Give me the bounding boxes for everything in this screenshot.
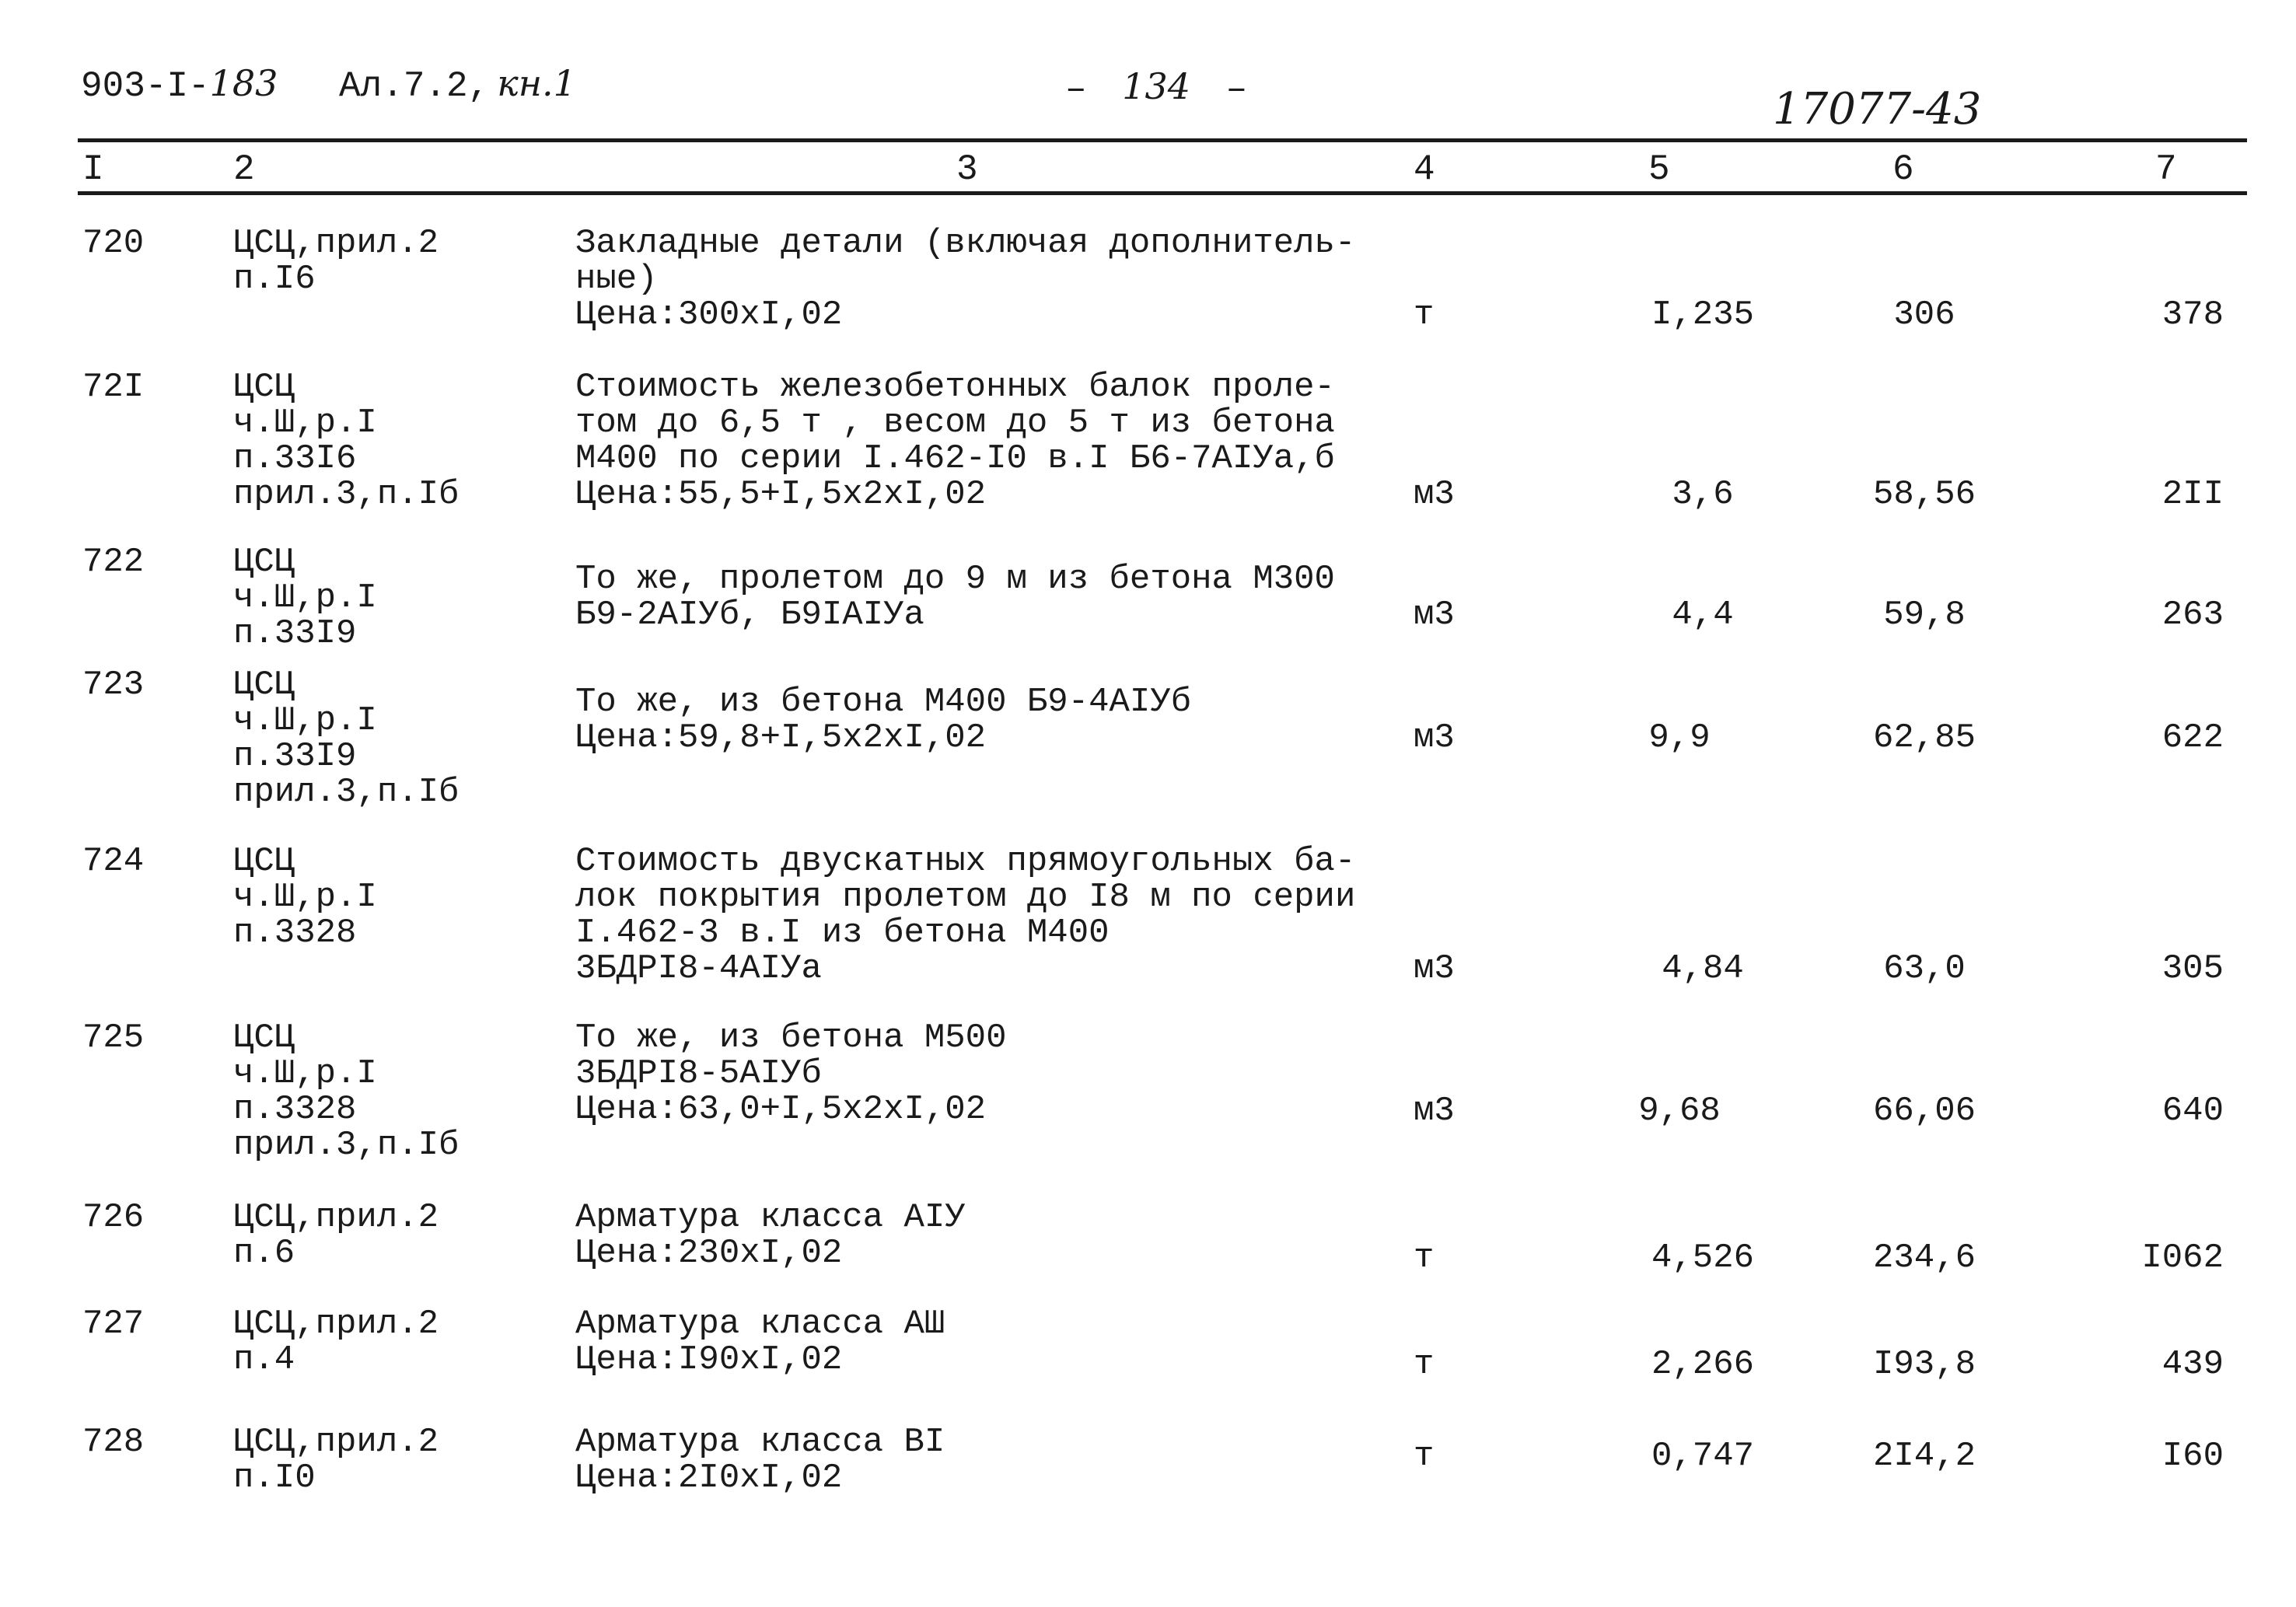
row-source: ЦСЦ,прил.2 п.4 (233, 1305, 439, 1379)
row-unit: м3 (1414, 475, 1455, 514)
row-quantity: 2,266 (1651, 1345, 1755, 1384)
row-unit-price: I93,8 (1872, 1345, 1976, 1384)
row-quantity: 9,9 (1648, 718, 1711, 757)
row-unit: т (1414, 1437, 1435, 1476)
row-unit-price: 306 (1893, 295, 1955, 334)
row-description: Арматура класса АШ Цена:I90хI,02 (575, 1305, 945, 1379)
row-cost: 622 (2161, 718, 2224, 757)
row-source: ЦСЦ ч.Ш,р.I п.3328 прил.3,п.Iб (233, 1018, 460, 1165)
row-unit-price: 63,0 (1883, 949, 1966, 988)
row-quantity: 4,4 (1672, 596, 1734, 634)
row-source: ЦСЦ ч.Ш,р.I п.33I6 прил.3,п.Iб (233, 368, 460, 514)
row-unit: т (1414, 295, 1435, 334)
column-number: I (82, 149, 104, 190)
row-number: 720 (82, 224, 145, 263)
archive-number-handwritten: 17077-43 (1773, 84, 1982, 134)
row-quantity: 4,84 (1662, 949, 1744, 988)
row-source: ЦСЦ,прил.2 п.I6 (233, 224, 439, 299)
row-description: То же, из бетона М500 3БДРI8-5АIУб Цена:63,0+I,5х2хI,02 (575, 1018, 1007, 1129)
row-unit-price: 59,8 (1883, 596, 1966, 634)
column-number: 5 (1648, 149, 1670, 190)
row-description: Закладные детали (включая дополнитель- ные) Цена:300хI,02 (575, 224, 1356, 334)
row-quantity: 4,526 (1651, 1238, 1755, 1277)
row-source: ЦСЦ,прил.2 п.6 (233, 1198, 439, 1273)
column-number: 7 (2155, 149, 2177, 190)
row-quantity: 0,747 (1651, 1437, 1755, 1476)
row-unit-price: 234,6 (1872, 1238, 1976, 1277)
row-source: ЦСЦ,прил.2 п.I0 (233, 1423, 439, 1497)
row-description: Арматура класса АIУ Цена:230хI,02 (575, 1198, 966, 1273)
page-number-handwritten: 134 (1122, 65, 1191, 107)
row-number: 723 (82, 666, 145, 704)
page-number (1065, 65, 1247, 110)
row-cost: 263 (2161, 596, 2224, 634)
row-unit-price: 2I4,2 (1872, 1437, 1976, 1476)
row-number: 722 (82, 543, 145, 582)
album-text: Ал.7.2, (339, 66, 490, 107)
row-description: Стоимость железобетонных балок проле- том до 6,5 т , весом до 5 т из бетона М400 по серии I.462-I0 в.I Б6-7АIУа,б Цена:55,5+I,5х2хI,02 (575, 368, 1335, 514)
row-number: 726 (82, 1198, 145, 1237)
row-number: 725 (82, 1018, 145, 1057)
row-cost: 305 (2161, 949, 2224, 988)
column-number: 2 (233, 149, 255, 190)
header-rule-bottom (78, 191, 2247, 195)
row-quantity: 3,6 (1672, 475, 1734, 514)
row-cost: 640 (2161, 1092, 2224, 1130)
row-source: ЦСЦ ч.Ш,р.I п.33I9 прил.3,п.Iб (233, 666, 460, 812)
header-rule-top (78, 138, 2247, 142)
series-code-text: 903-I- (81, 66, 210, 107)
row-cost: 2II (2161, 475, 2224, 514)
row-number: 727 (82, 1305, 145, 1343)
row-source: ЦСЦ ч.Ш,р.I п.3328 (233, 842, 377, 952)
row-cost: 378 (2161, 295, 2224, 334)
row-unit: т (1414, 1345, 1435, 1384)
row-description: То же, из бетона М400 Б9-4АIУб Цена:59,8+I,5х2хI,02 (575, 683, 1192, 757)
row-unit: м3 (1414, 596, 1455, 634)
row-quantity: I,235 (1651, 295, 1755, 334)
page-dash-left: – (1065, 69, 1087, 110)
series-number-handwritten: 183 (209, 62, 278, 104)
row-unit: т (1414, 1238, 1435, 1277)
row-unit: м3 (1414, 949, 1455, 988)
row-unit-price: 62,85 (1872, 718, 1976, 757)
row-cost: I062 (2141, 1238, 2224, 1277)
row-unit-price: 58,56 (1872, 475, 1976, 514)
row-description: Арматура класса ВI Цена:2I0хI,02 (575, 1423, 945, 1497)
album-reference (339, 62, 576, 107)
column-number: 4 (1414, 149, 1435, 190)
column-number: 3 (956, 149, 978, 190)
column-number: 6 (1892, 149, 1914, 190)
row-unit: м3 (1414, 1092, 1455, 1130)
row-source: ЦСЦ ч.Ш,р.I п.33I9 (233, 543, 377, 653)
row-description: То же, пролетом до 9 м из бетона М300 Б9-2АIУб, Б9IАIУа (575, 560, 1335, 634)
row-cost: I60 (2161, 1437, 2224, 1476)
row-number: 72I (82, 368, 145, 407)
page-dash-right: – (1225, 69, 1248, 110)
row-unit-price: 66,06 (1872, 1092, 1976, 1130)
row-number: 724 (82, 842, 145, 881)
row-description: Стоимость двускатных прямоугольных ба- лок покрытия пролетом до I8 м по серии I.462-3 в.I из бетона М400 3БДРI8-4АIУа (575, 842, 1356, 988)
row-quantity: 9,68 (1638, 1092, 1721, 1130)
series-code (81, 62, 278, 107)
row-unit: м3 (1414, 718, 1455, 757)
row-cost: 439 (2161, 1345, 2224, 1384)
book-handwritten: кн.1 (497, 62, 576, 104)
row-number: 728 (82, 1423, 145, 1462)
